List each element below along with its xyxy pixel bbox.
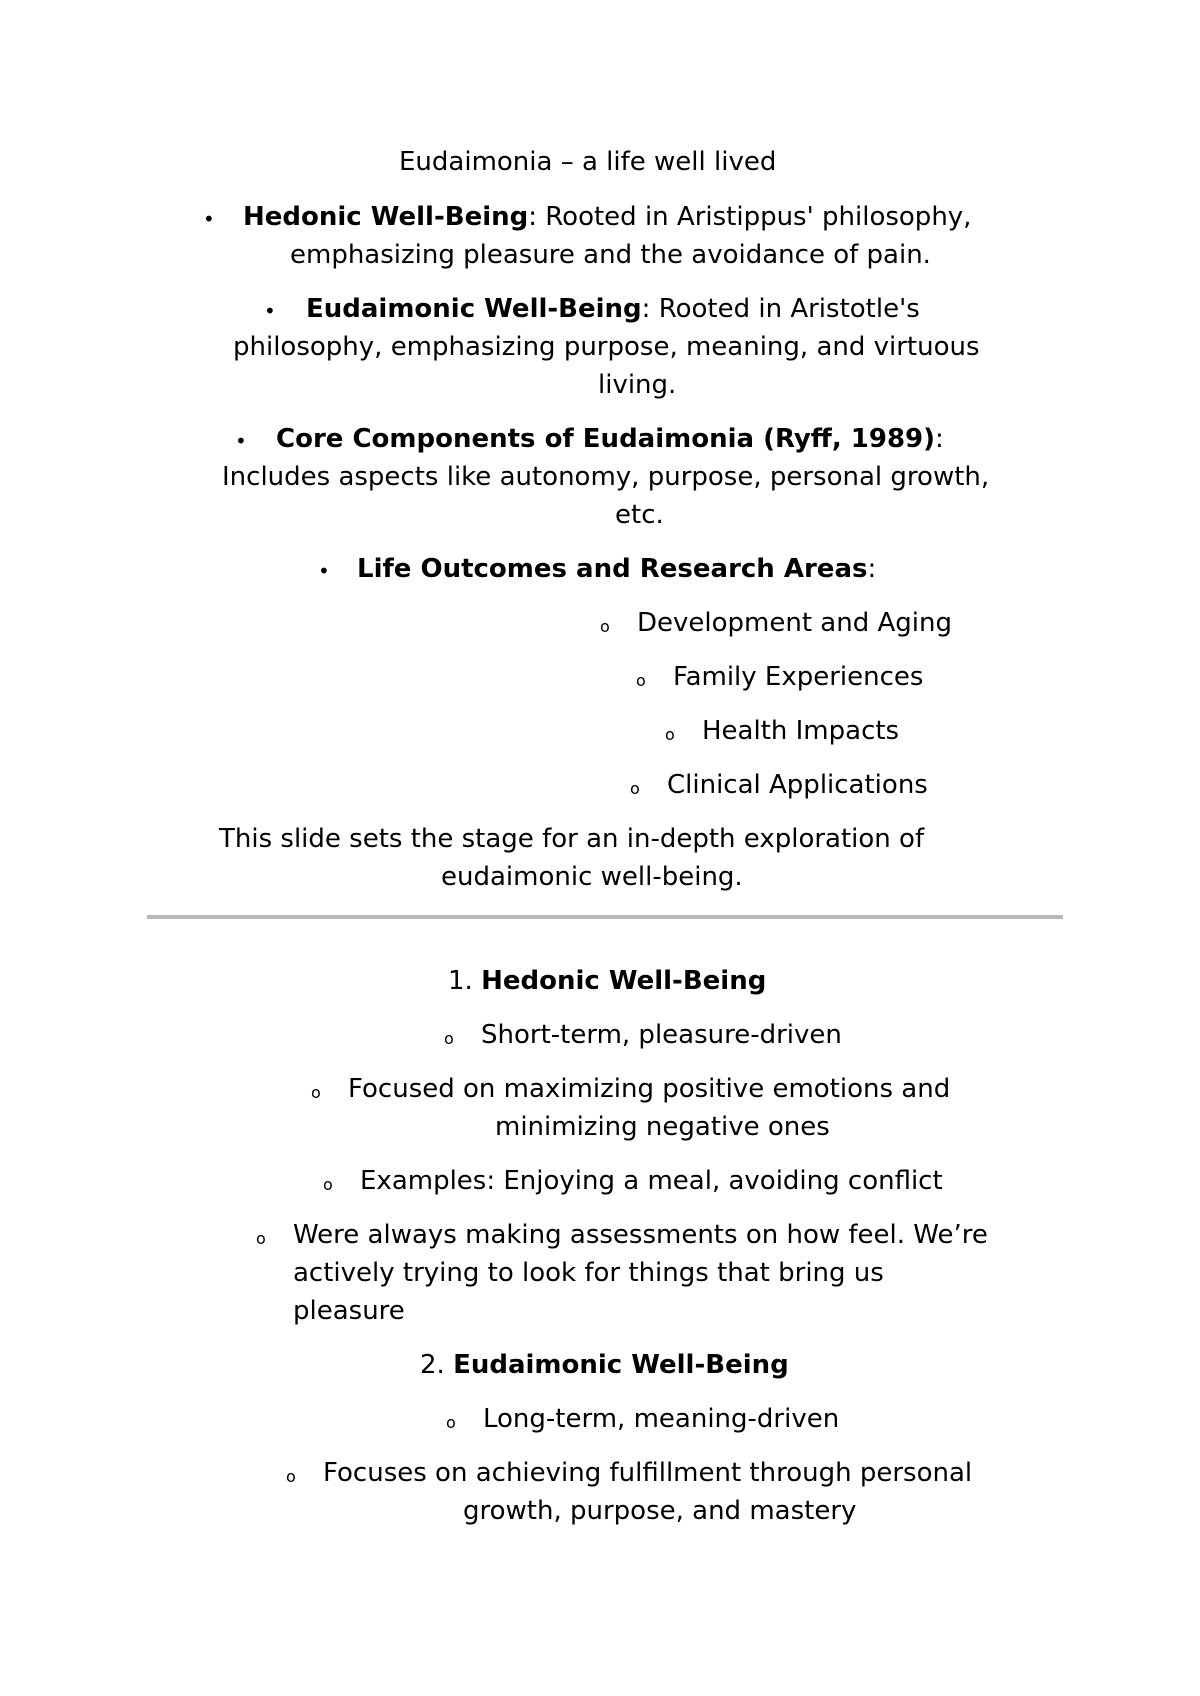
bullet-term: Life Outcomes and Research Areas (357, 554, 868, 584)
sub-bullet-icon: o (286, 1467, 296, 1486)
document-title: Eudaimonia – a life well lived (399, 147, 777, 177)
bullet-term: Core Components of Eudaimonia (Ryff, 1989) (276, 424, 936, 454)
sub-bullet-icon: o (630, 779, 640, 798)
sub-bullet-icon: o (600, 617, 610, 636)
sub-bullet-icon: o (311, 1083, 321, 1102)
bullet-eudaimonic-line1 (306, 290, 920, 328)
section-point: Long-term, meaning-driven (483, 1404, 840, 1434)
bullet-core-line3: etc. (615, 500, 664, 530)
bullet-icon: • (203, 207, 215, 231)
section-point: Were always making assessments on how feel. We’re (293, 1220, 988, 1250)
bullet-eudaimonic-line2: philosophy, emphasizing purpose, meaning, and virtuous (233, 332, 980, 362)
sub-bullet-icon: o (323, 1175, 333, 1194)
section-point-continued: minimizing negative ones (495, 1112, 830, 1142)
sub-bullet-icon: o (446, 1413, 456, 1432)
sub-bullet-icon: o (665, 725, 675, 744)
summary-line2: eudaimonic well-being. (441, 862, 743, 892)
section-heading: Eudaimonic Well-Being (453, 1350, 789, 1380)
section-point-continued: pleasure (293, 1296, 405, 1326)
bullet-text: : Rooted in Aristotle's (641, 294, 920, 324)
section-point: Focused on maximizing positive emotions and (348, 1074, 951, 1104)
research-area-item: Health Impacts (702, 716, 900, 746)
horizontal-divider (147, 915, 1063, 919)
section-heading: Hedonic Well-Being (481, 966, 767, 996)
bullet-core-line2: Includes aspects like autonomy, purpose, personal growth, (222, 462, 990, 492)
section-point-continued: growth, purpose, and mastery (463, 1496, 857, 1526)
bullet-icon: • (318, 559, 330, 583)
bullet-eudaimonic-line3: living. (598, 370, 677, 400)
bullet-term: Hedonic Well-Being (243, 202, 529, 232)
bullet-hedonic-line1 (243, 198, 971, 236)
section-point: Examples: Enjoying a meal, avoiding conflict (360, 1166, 943, 1196)
bullet-text: : (867, 554, 877, 584)
section-point: Focuses on achieving fulfillment through personal (323, 1458, 973, 1488)
section-heading-hedonic (448, 962, 766, 1000)
bullet-hedonic-line2: emphasizing pleasure and the avoidance of pain. (290, 240, 931, 270)
section-number: 1. (448, 966, 482, 996)
bullet-outcomes-line1 (357, 550, 876, 588)
section-point-continued: actively trying to look for things that bring us (293, 1258, 884, 1288)
bullet-text: : (935, 424, 944, 454)
sub-bullet-icon: o (256, 1229, 266, 1248)
bullet-core-line1 (276, 420, 944, 458)
sub-bullet-icon: o (444, 1029, 454, 1048)
summary-line1: This slide sets the stage for an in-depth exploration of (219, 824, 925, 854)
research-area-item: Family Experiences (673, 662, 924, 692)
bullet-text: : Rooted in Aristippus' philosophy, (528, 202, 972, 232)
research-area-item: Development and Aging (637, 608, 952, 638)
bullet-term: Eudaimonic Well-Being (306, 294, 642, 324)
section-point: Short-term, pleasure-driven (481, 1020, 842, 1050)
bullet-icon: • (235, 429, 247, 453)
research-area-item: Clinical Applications (667, 770, 928, 800)
sub-bullet-icon: o (636, 671, 646, 690)
bullet-icon: • (264, 299, 276, 323)
section-number: 2. (420, 1350, 454, 1380)
section-heading-eudaimonic (420, 1346, 789, 1384)
